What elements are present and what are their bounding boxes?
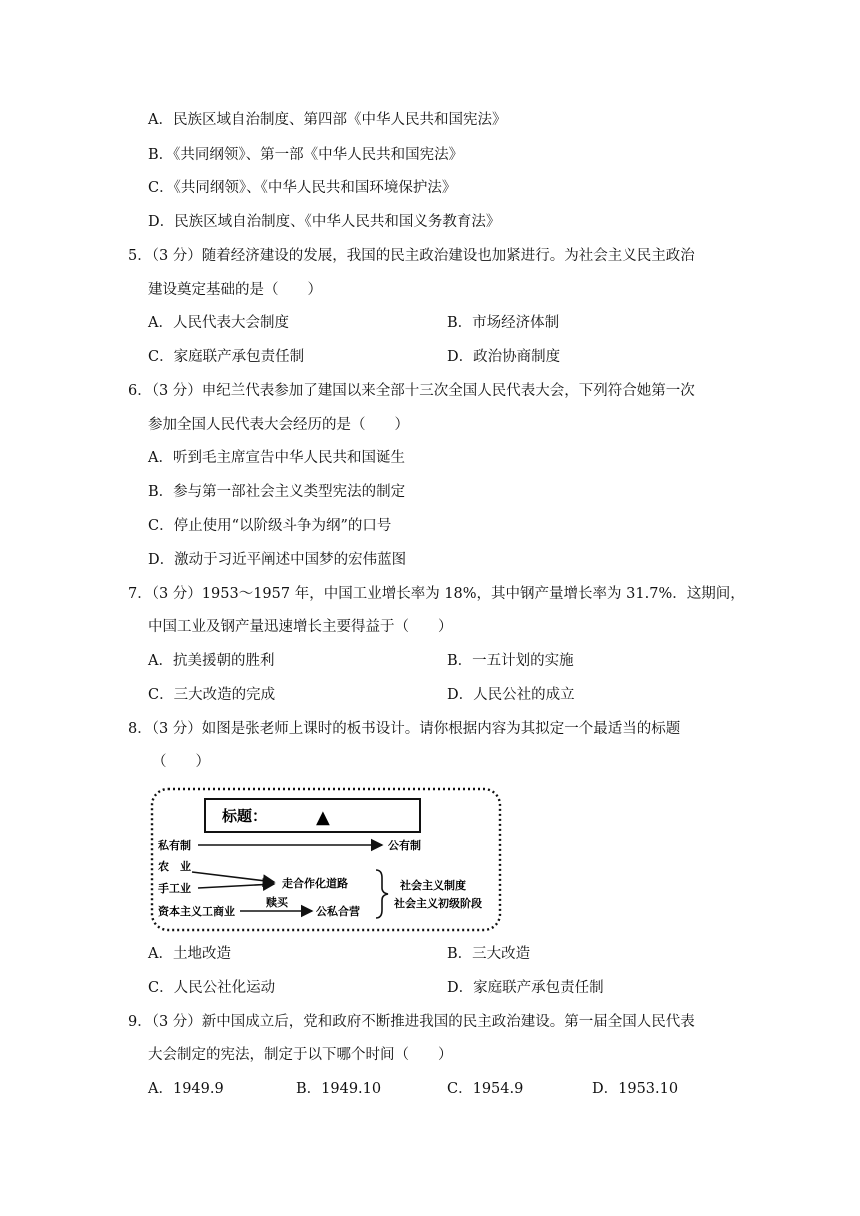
q9-option-c[interactable]: C．1954.9 [447,1081,524,1097]
agriculture-label: 农 业 [158,860,191,873]
q7-stem-line2: 中国工业及钢产量迅速增长主要得益于（ ） [148,619,453,635]
q6-stem-line1: 6．（3 分）申纪兰代表参加了建国以来全部十三次全国人民代表大会，下列符合她第一次 [128,383,695,399]
q6-stem-line2: 参加全国人民代表大会经历的是（ ） [148,417,409,433]
q5-option-b[interactable]: B．市场经济体制 [447,315,560,331]
q9-stem-line2: 大会制定的宪法，制定于以下哪个时间（ ） [148,1047,453,1063]
socialist-system-label: 社会主义制度 [400,879,466,892]
q6-option-a[interactable]: A．听到毛主席宣告中华人民共和国诞生 [148,450,405,466]
handicraft-label: 手工业 [158,882,191,895]
capitalist-commerce-label: 资本主义工商业 [158,905,235,918]
q9-option-a[interactable]: A．1949.9 [148,1081,224,1097]
joint-management-label: 公私合营 [316,905,360,918]
q7-option-a[interactable]: A．抗美援朝的胜利 [148,653,275,669]
public-ownership-label: 公有制 [388,839,421,852]
q4-option-a[interactable]: A．民族区域自治制度、第四部《中华人民共和国宪法》 [148,112,507,128]
q9-option-d[interactable]: D．1953.10 [592,1081,679,1097]
handicraft-arrow [198,884,274,888]
title-marker-icon: ▲ [316,807,330,828]
cooperation-label: 走合作化道路 [282,877,348,890]
q7-stem-line1: 7．（3 分）1953～1957 年，中国工业增长率为 18%，其中钢产量增长率为 31.7%．这期间， [128,586,745,602]
q4-option-c[interactable]: C．《共同纲领》、《中华人民共和国环境保护法》 [148,180,457,196]
buyout-label: 赎买 [266,896,288,909]
q5-option-a[interactable]: A．人民代表大会制度 [148,315,289,331]
q5-option-c[interactable]: C．家庭联产承包责任制 [148,349,305,365]
q7-option-b[interactable]: B．一五计划的实施 [447,653,574,669]
q4-option-b[interactable]: B．《共同纲领》、第一部《中华人民共和国宪法》 [148,147,464,163]
q5-option-d[interactable]: D．政治协商制度 [447,349,561,365]
primary-stage-label: 社会主义初级阶段 [394,897,482,910]
q4-option-d[interactable]: D．民族区域自治制度、《中华人民共和国义务教育法》 [148,214,501,230]
q9-option-b[interactable]: B．1949.10 [296,1081,382,1097]
q7-option-d[interactable]: D．人民公社的成立 [447,687,575,703]
q6-option-c[interactable]: C．停止使用“以阶级斗争为纲”的口号 [148,518,392,534]
q8-option-d[interactable]: D．家庭联产承包责任制 [447,980,604,996]
q8-stem-line2: （ ） [152,754,210,770]
q6-option-d[interactable]: D．激动于习近平阐述中国梦的宏伟蓝图 [148,552,407,568]
q8-option-b[interactable]: B．三大改造 [447,946,531,962]
title-label: 标题： [222,807,268,825]
private-ownership-label: 私有制 [158,839,191,852]
q5-stem-line1: 5．（3 分）随着经济建设的发展，我国的民主政治建设也加紧进行。为社会主义民主政治 [128,248,695,264]
q7-option-c[interactable]: C．三大改造的完成 [148,687,276,703]
q6-option-b[interactable]: B．参与第一部社会主义类型宪法的制定 [148,484,406,500]
q9-stem-line1: 9．（3 分）新中国成立后，党和政府不断推进我国的民主政治建设。第一届全国人民代表 [128,1014,695,1030]
q5-stem-line2: 建设奠定基础的是（ ） [148,282,322,298]
curly-brace [376,870,388,918]
agriculture-arrow [192,872,274,882]
q8-stem-line1: 8．（3 分）如图是张老师上课时的板书设计。请你根据内容为其拟定一个最适当的标题 [128,721,681,737]
q8-option-a[interactable]: A．土地改造 [148,946,231,962]
q8-option-c[interactable]: C．人民公社化运动 [148,980,276,996]
blackboard-diagram [150,786,502,932]
